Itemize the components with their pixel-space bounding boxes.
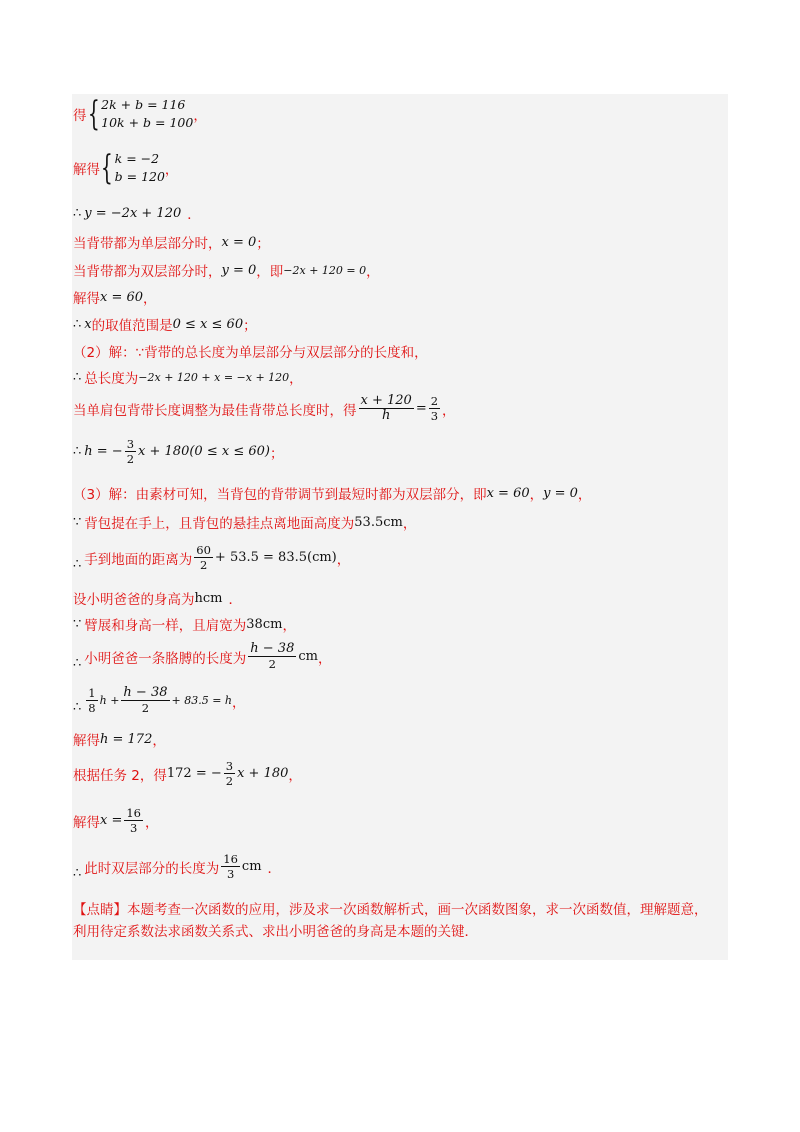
math: 53.5cm bbox=[354, 514, 403, 530]
punct: ， bbox=[193, 108, 207, 124]
comment-line bbox=[73, 920, 478, 940]
therefore-symbol: ∴ bbox=[73, 557, 82, 572]
text: 设小明爸爸的身高为 bbox=[73, 592, 195, 608]
math: h + bbox=[99, 694, 120, 707]
because-symbol: ∵ bbox=[73, 616, 82, 632]
line bbox=[73, 483, 591, 503]
math: −2x + 120 = 0 bbox=[283, 263, 367, 277]
numerator: x + 120 bbox=[360, 393, 412, 408]
line bbox=[73, 341, 428, 361]
denominator: 3 bbox=[130, 821, 138, 835]
denominator: 2 bbox=[141, 701, 150, 715]
text: 臂展和身高一样，且肩宽为 bbox=[84, 618, 247, 634]
math: x = 0 bbox=[221, 234, 257, 250]
punct: ， bbox=[143, 291, 157, 307]
numerator: 16 bbox=[223, 852, 238, 866]
numerator: h − 38 bbox=[250, 641, 295, 656]
numerator: h − 38 bbox=[123, 685, 168, 700]
line bbox=[73, 512, 416, 532]
text: 【点睛】本题考查一次函数的应用，涉及求一次函数解析式，画一次函数图象，求一次函数值，理解题意， bbox=[73, 902, 708, 918]
punct: ， bbox=[317, 650, 332, 667]
punct: ， bbox=[164, 162, 179, 178]
math: cm bbox=[241, 859, 262, 874]
punct: ， bbox=[232, 694, 246, 711]
line bbox=[73, 852, 281, 881]
line bbox=[73, 314, 257, 334]
fraction bbox=[194, 543, 213, 572]
line bbox=[73, 642, 331, 671]
comment-line bbox=[73, 898, 708, 918]
text: 当背带都为单层部分时， bbox=[73, 236, 222, 252]
therefore-symbol: ∴ bbox=[73, 205, 82, 221]
fraction bbox=[429, 394, 440, 423]
text: ， bbox=[529, 487, 544, 503]
line bbox=[73, 759, 302, 788]
denominator: 2 bbox=[268, 657, 276, 671]
text: 解得 bbox=[73, 814, 100, 831]
punct: ， bbox=[336, 551, 351, 568]
line bbox=[73, 437, 283, 466]
punct: ， bbox=[366, 264, 380, 280]
system-row: 2k + b = 116 bbox=[101, 97, 186, 112]
numerator: 2 bbox=[430, 394, 439, 408]
text: 背包提在手上，且背包的悬挂点离地面高度为 bbox=[84, 516, 355, 532]
text: （2）解：∵背带的总长度为单层部分与双层部分的长度和， bbox=[73, 345, 428, 361]
therefore-symbol: ∴ bbox=[73, 700, 82, 715]
fraction bbox=[224, 759, 235, 788]
brace-icon: { bbox=[87, 94, 100, 134]
punct: ， bbox=[402, 516, 417, 532]
text: 此时双层部分的长度为 bbox=[84, 860, 220, 877]
text: 总长度为 bbox=[84, 371, 139, 387]
punct: ． bbox=[228, 592, 242, 608]
fraction bbox=[86, 686, 97, 715]
text: 的取值范围是 bbox=[91, 318, 173, 334]
denominator: 8 bbox=[88, 701, 96, 715]
line bbox=[73, 287, 157, 307]
denominator: h bbox=[381, 408, 391, 423]
text: 根据任务 2，得 bbox=[73, 767, 167, 784]
because-symbol: ∵ bbox=[73, 514, 82, 530]
punct: ， bbox=[442, 402, 456, 419]
therefore-symbol: ∴ bbox=[73, 316, 82, 332]
brace-icon: { bbox=[100, 148, 113, 188]
denominator: 3 bbox=[430, 409, 439, 423]
numerator: 3 bbox=[225, 759, 234, 773]
line bbox=[73, 367, 303, 387]
therefore-symbol: ∴ bbox=[73, 369, 82, 385]
punct: ． bbox=[187, 207, 201, 223]
denominator: 3 bbox=[226, 867, 235, 881]
line bbox=[73, 394, 456, 423]
punct: ， bbox=[145, 814, 159, 831]
system-row: k = −2 bbox=[114, 151, 160, 166]
punct: ， bbox=[289, 371, 303, 387]
math: y = −2x + 120 bbox=[84, 205, 182, 221]
math: hcm bbox=[194, 590, 223, 606]
math: x = bbox=[100, 813, 123, 828]
text: 解得 bbox=[73, 733, 100, 749]
math: h = − bbox=[84, 444, 123, 459]
therefore-symbol: ∴ bbox=[73, 656, 82, 671]
punct: ， bbox=[288, 767, 302, 784]
line bbox=[73, 588, 242, 608]
math: y = 0 bbox=[221, 262, 257, 278]
system-row: b = 120 bbox=[114, 169, 165, 184]
math: cm bbox=[298, 649, 318, 664]
math: x bbox=[84, 316, 92, 332]
math: h = 172 bbox=[100, 731, 153, 747]
equation-system-2 bbox=[73, 150, 178, 186]
punct: ， bbox=[282, 618, 296, 634]
line bbox=[73, 686, 246, 715]
denominator: 2 bbox=[199, 558, 208, 572]
text: 得 bbox=[73, 108, 87, 124]
line bbox=[73, 232, 270, 252]
text: 手到地面的距离为 bbox=[84, 551, 193, 568]
therefore-symbol: ∴ bbox=[73, 444, 82, 459]
numerator: 16 bbox=[126, 806, 141, 820]
numerator: 1 bbox=[88, 686, 96, 700]
fraction bbox=[121, 686, 169, 715]
text: 解得 bbox=[73, 291, 100, 307]
line bbox=[73, 543, 350, 572]
math: + 53.5 = 83.5(cm) bbox=[214, 550, 337, 565]
math: x = 60 bbox=[486, 485, 530, 501]
text: 当单肩包背带长度调整为最佳背带总长度时，得 bbox=[73, 402, 357, 419]
math: x + 180 bbox=[237, 766, 289, 781]
punct: ． bbox=[267, 860, 282, 877]
fraction bbox=[221, 852, 240, 881]
line bbox=[73, 806, 159, 835]
text: （3）解：由素材可知，当背包的背带调节到最短时都为双层部分，即 bbox=[73, 487, 487, 503]
math: 172 = − bbox=[166, 766, 222, 781]
line bbox=[73, 203, 201, 223]
text: 小明爸爸一条胳膊的长度为 bbox=[84, 650, 247, 667]
fraction bbox=[124, 806, 143, 835]
system bbox=[100, 150, 165, 186]
numerator: 3 bbox=[126, 437, 135, 451]
text: 解得 bbox=[73, 162, 100, 178]
punct: ； bbox=[243, 318, 257, 334]
line bbox=[73, 260, 380, 280]
fraction bbox=[248, 642, 296, 671]
line bbox=[73, 729, 166, 749]
system bbox=[87, 96, 194, 132]
text: ，即 bbox=[256, 264, 284, 280]
fraction bbox=[125, 437, 136, 466]
denominator: 2 bbox=[126, 452, 135, 466]
equation-system-1 bbox=[73, 96, 207, 132]
math: x + 180(0 ≤ x ≤ 60) bbox=[138, 444, 270, 459]
math: x = 60 bbox=[100, 289, 144, 305]
therefore-symbol: ∴ bbox=[73, 866, 82, 881]
math: + 83.5 = h bbox=[171, 694, 232, 707]
system-row: 10k + b = 100 bbox=[101, 115, 194, 130]
text: 利用待定系数法求函数关系式、求出小明爸爸的身高是本题的关键． bbox=[73, 924, 478, 940]
denominator: 2 bbox=[225, 774, 234, 788]
numerator: 60 bbox=[196, 543, 211, 557]
math: 0 ≤ x ≤ 60 bbox=[172, 316, 244, 332]
math: 38cm bbox=[246, 616, 283, 632]
punct: ， bbox=[152, 733, 166, 749]
text: 当背带都为双层部分时， bbox=[73, 264, 222, 280]
math: y = 0 bbox=[543, 485, 578, 501]
punct: ； bbox=[256, 236, 270, 252]
math: = bbox=[415, 401, 427, 416]
line bbox=[73, 614, 296, 634]
punct: ， bbox=[577, 487, 592, 503]
math: −2x + 120 + x = −x + 120 bbox=[138, 370, 290, 384]
punct: ； bbox=[269, 445, 284, 462]
fraction bbox=[359, 394, 414, 423]
